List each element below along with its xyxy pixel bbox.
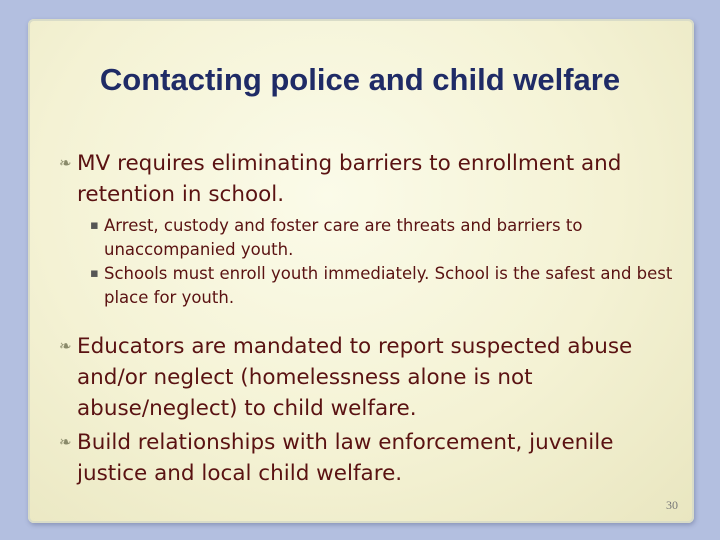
curl-bullet-icon: ❧ bbox=[59, 337, 72, 355]
sub-bullet-item bbox=[90, 214, 694, 262]
bullet-item bbox=[59, 148, 677, 210]
bullet-item bbox=[59, 427, 677, 489]
square-bullet-icon: ▪ bbox=[90, 218, 99, 233]
sub-bullet-item bbox=[90, 262, 694, 310]
sub-bullet-text: Arrest, custody and foster care are threats and barriers to unaccompanied youth. bbox=[104, 216, 583, 259]
curl-bullet-icon: ❧ bbox=[59, 433, 72, 451]
bullet-text: MV requires eliminating barriers to enrollment and retention in school. bbox=[77, 151, 622, 207]
slide-title: Contacting police and child welfare bbox=[99, 62, 621, 97]
page-number: 30 bbox=[666, 498, 678, 512]
bullet-text: Educators are mandated to report suspected abuse and/or neglect (homelessness alone is not abuse/neglect) to child welfare. bbox=[77, 334, 633, 421]
sub-bullet-text: Schools must enroll youth immediately. School is the safest and best place for youth. bbox=[104, 264, 673, 307]
bullet-item bbox=[59, 331, 677, 424]
bullet-text: Build relationships with law enforcement, juvenile justice and local child welfare. bbox=[77, 430, 614, 486]
square-bullet-icon: ▪ bbox=[90, 266, 99, 281]
curl-bullet-icon: ❧ bbox=[59, 154, 72, 172]
